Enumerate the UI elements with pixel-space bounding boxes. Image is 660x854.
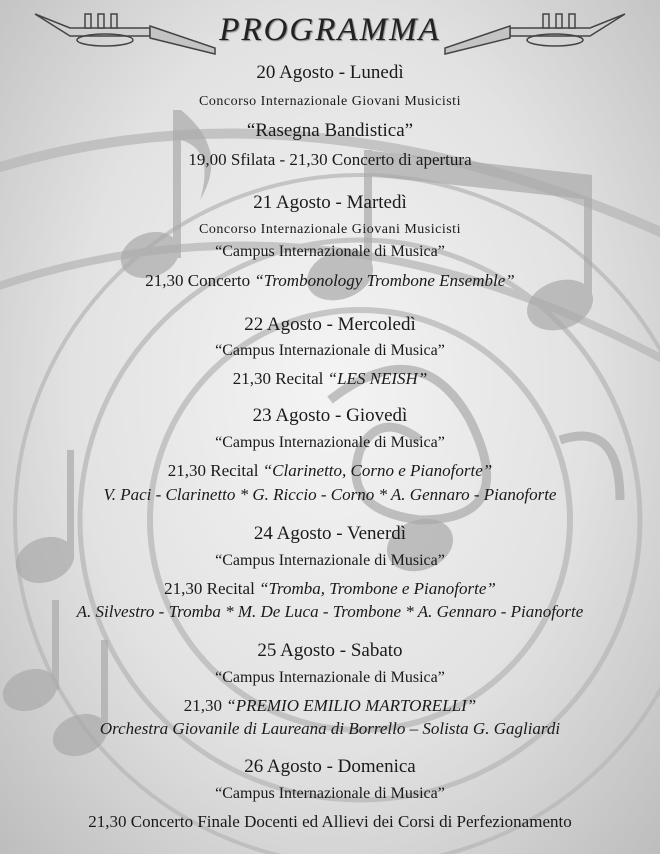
day-2-line-3: 21,30 Concerto “Trombonology Trombone Ensemble” bbox=[145, 271, 515, 290]
day-6-line-3: Orchestra Giovanile di Laureana di Borrello – Solista G. Gagliardi bbox=[99, 719, 561, 738]
day-1-date: 20 Agosto - Lunedì bbox=[256, 62, 404, 83]
day-6-line-2: 21,30 “PREMIO EMILIO MARTORELLI” bbox=[183, 696, 477, 715]
page-title: PROGRAMMA bbox=[219, 12, 441, 48]
day-4-line-1: “Campus Internazionale di Musica” bbox=[215, 434, 445, 451]
day-1-line-2: “Rasegna Bandistica” bbox=[246, 120, 414, 141]
day-7-line-2: 21,30 Concerto Finale Docenti ed Allievi dei Corsi di Perfezionamento bbox=[88, 812, 572, 831]
day-5-line-2: 21,30 Recital “Tromba, Trombone e Pianoforte” bbox=[164, 579, 496, 598]
day-4-date: 23 Agosto - Giovedì bbox=[252, 405, 408, 426]
day-2-line-1: Concorso Internazionale Giovani Musicisti bbox=[199, 222, 461, 237]
day-5-date: 24 Agosto - Venerdì bbox=[253, 523, 407, 544]
day-1-line-1: Concorso Internazionale Giovani Musicisti bbox=[199, 94, 461, 109]
day-1-line-3: 19,00 Sfilata - 21,30 Concerto di apertura bbox=[188, 150, 472, 169]
day-5-line-1: “Campus Internazionale di Musica” bbox=[215, 552, 445, 569]
day-3-line-1: “Campus Internazionale di Musica” bbox=[215, 342, 445, 359]
day-3-date: 22 Agosto - Mercoledì bbox=[244, 314, 416, 335]
day-2-line-2: “Campus Internazionale di Musica” bbox=[215, 243, 445, 260]
day-7-line-1: “Campus Internazionale di Musica” bbox=[215, 785, 445, 802]
day-3-line-2: 21,30 Recital “LES NEISH” bbox=[232, 369, 428, 388]
day-7-date: 26 Agosto - Domenica bbox=[244, 756, 416, 777]
day-4-line-2: 21,30 Recital “Clarinetto, Corno e Pianoforte” bbox=[167, 461, 493, 480]
day-2-date: 21 Agosto - Martedì bbox=[253, 192, 407, 213]
day-6-line-1: “Campus Internazionale di Musica” bbox=[215, 669, 445, 686]
day-4-line-3: V. Paci - Clarinetto * G. Riccio - Corno * A. Gennaro - Pianoforte bbox=[103, 485, 557, 504]
day-6-date: 25 Agosto - Sabato bbox=[257, 640, 403, 661]
day-5-line-3: A. Silvestro - Tromba * M. De Luca - Trombone * A. Gennaro - Pianoforte bbox=[76, 602, 584, 621]
